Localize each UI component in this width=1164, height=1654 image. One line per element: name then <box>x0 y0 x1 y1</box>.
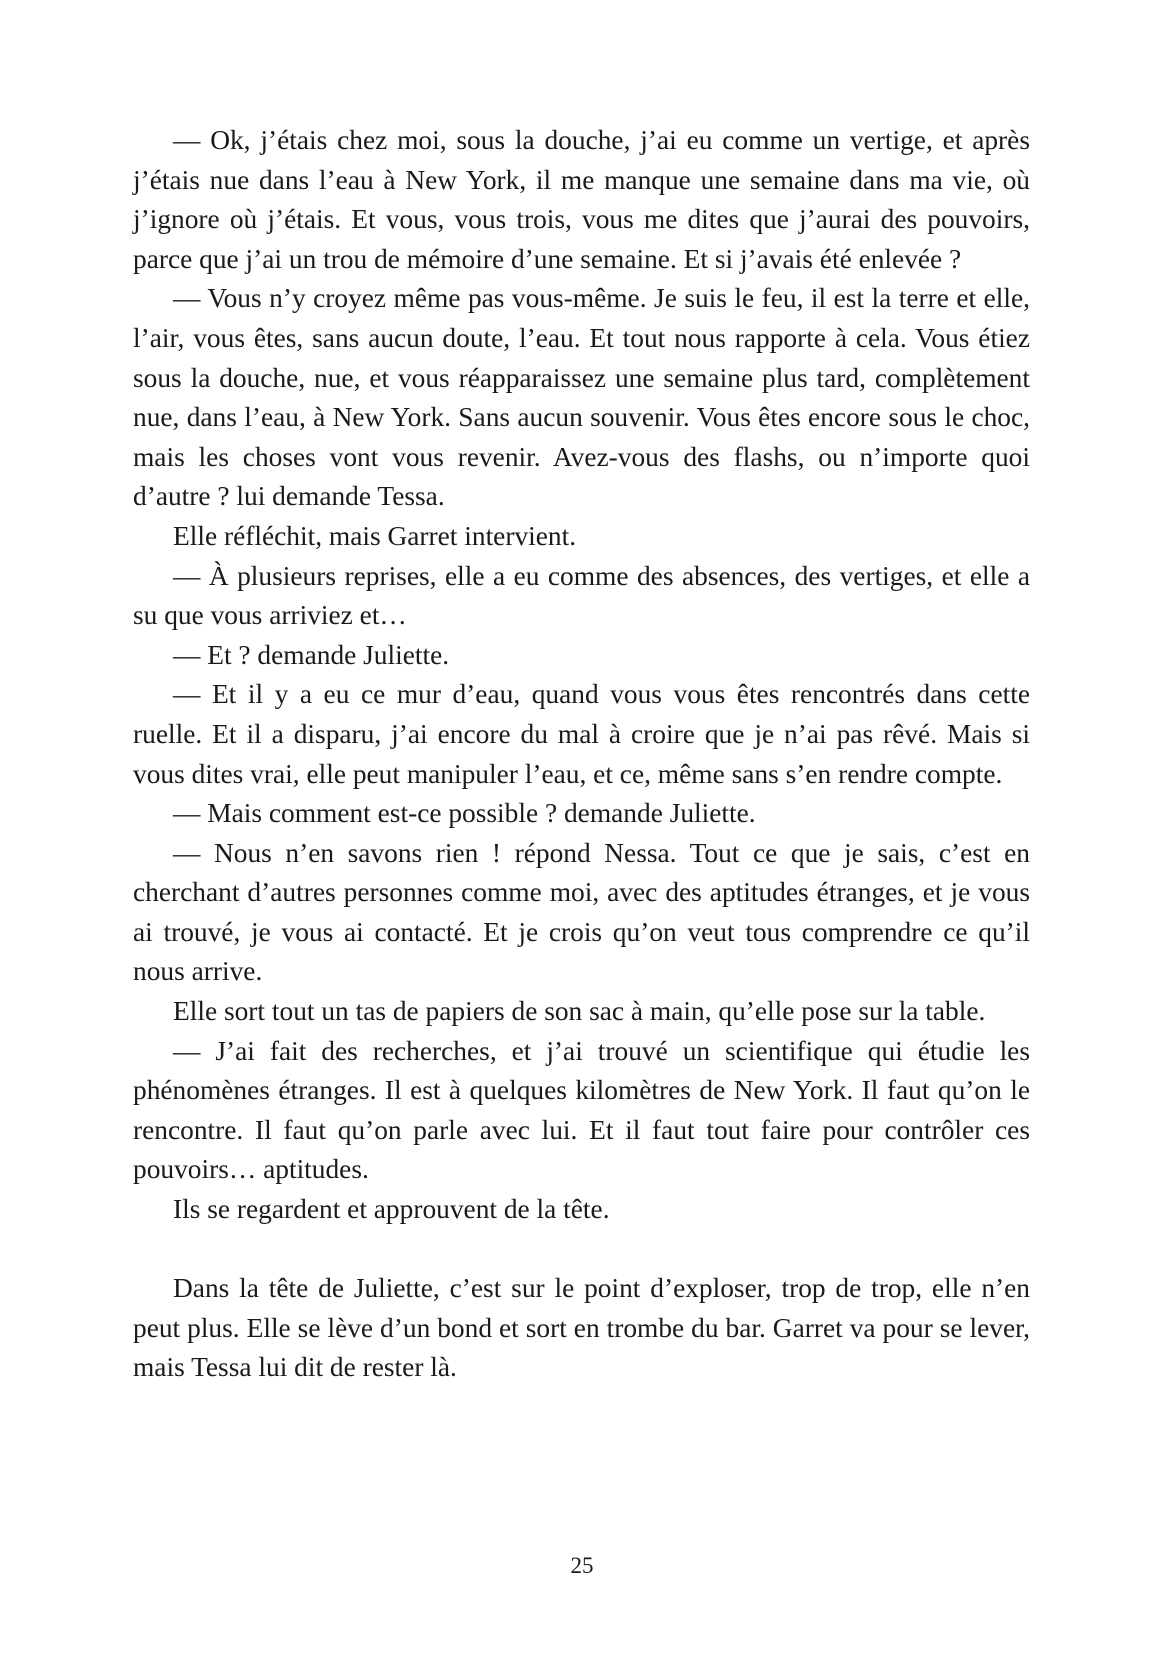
paragraph: — Vous n’y croyez même pas vous-même. Je suis le feu, il est la terre et elle, l’air, vous êtes, sans aucun doute, l’eau. Et tout nous rapporte à cela. Vous étiez sous la douche, nue, et vous réapparaissez une semaine plus tard, complètement nue, dans l’eau, à New York. Sans aucun souvenir. Vous êtes encore sous le choc, mais les choses vont vous revenir. Avez-vous des flashs, ou n’importe quoi d’autre ? lui demande Tessa. <box>133 283 1030 512</box>
paragraph: Elle sort tout un tas de papiers de son sac à main, qu’elle pose sur la table. <box>173 996 986 1027</box>
paragraph: Ils se regardent et approuvent de la tête. <box>173 1194 610 1225</box>
paragraph: — Et il y a eu ce mur d’eau, quand vous vous êtes rencontrés dans cette ruelle. Et il a disparu, j’ai encore du mal à croire que je n’ai pas rêvé. Mais si vous dites vrai, elle peut manipuler l’eau, et ce, même sans s’en rendre compte. <box>133 679 1030 789</box>
paragraph: — Nous n’en savons rien ! répond Nessa. Tout ce que je sais, c’est en cherchant d’autres personnes comme moi, avec des aptitudes étranges, et je vous ai trouvé, je vous ai contacté. Et je crois qu’on veut tous comprendre ce qu’il nous arrive. <box>133 837 1030 987</box>
paragraph: Elle réfléchit, mais Garret intervient. <box>173 520 577 551</box>
paragraph: — À plusieurs reprises, elle a eu comme des absences, des vertiges, et elle a su que vous arriviez et… <box>133 560 1030 631</box>
paragraph: — Et ? demande Juliette. <box>173 639 450 670</box>
paragraph: Dans la tête de Juliette, c’est sur le point d’exploser, trop de trop, elle n’en peut plus. Elle se lève d’un bond et sort en trombe du bar. Garret va pour se lever, mais Tessa lui dit de rester là. <box>133 1273 1030 1383</box>
paragraph: — J’ai fait des recherches, et j’ai trouvé un scientifique qui étudie les phénomènes étranges. Il est à quelques kilomètres de New York. Il faut qu’on le rencontre. Il faut qu’on parle avec lui. Et il faut tout faire pour contrôler ces pouvoirs… aptitudes. <box>133 1035 1030 1185</box>
page-number: 25 <box>570 1553 594 1578</box>
body-text <box>133 121 1030 1388</box>
paragraph: — Ok, j’étais chez moi, sous la douche, j’ai eu comme un vertige, et après j’étais nue dans l’eau à New York, il me manque une semaine dans ma vie, où j’ignore où j’étais. Et vous, vous trois, vous me dites que j’aurai des pouvoirs, parce que j’ai un trou de mémoire d’une semaine. Et si j’avais été enlevée ? <box>133 125 1030 274</box>
paragraph: — Mais comment est-ce possible ? demande Juliette. <box>173 798 756 829</box>
